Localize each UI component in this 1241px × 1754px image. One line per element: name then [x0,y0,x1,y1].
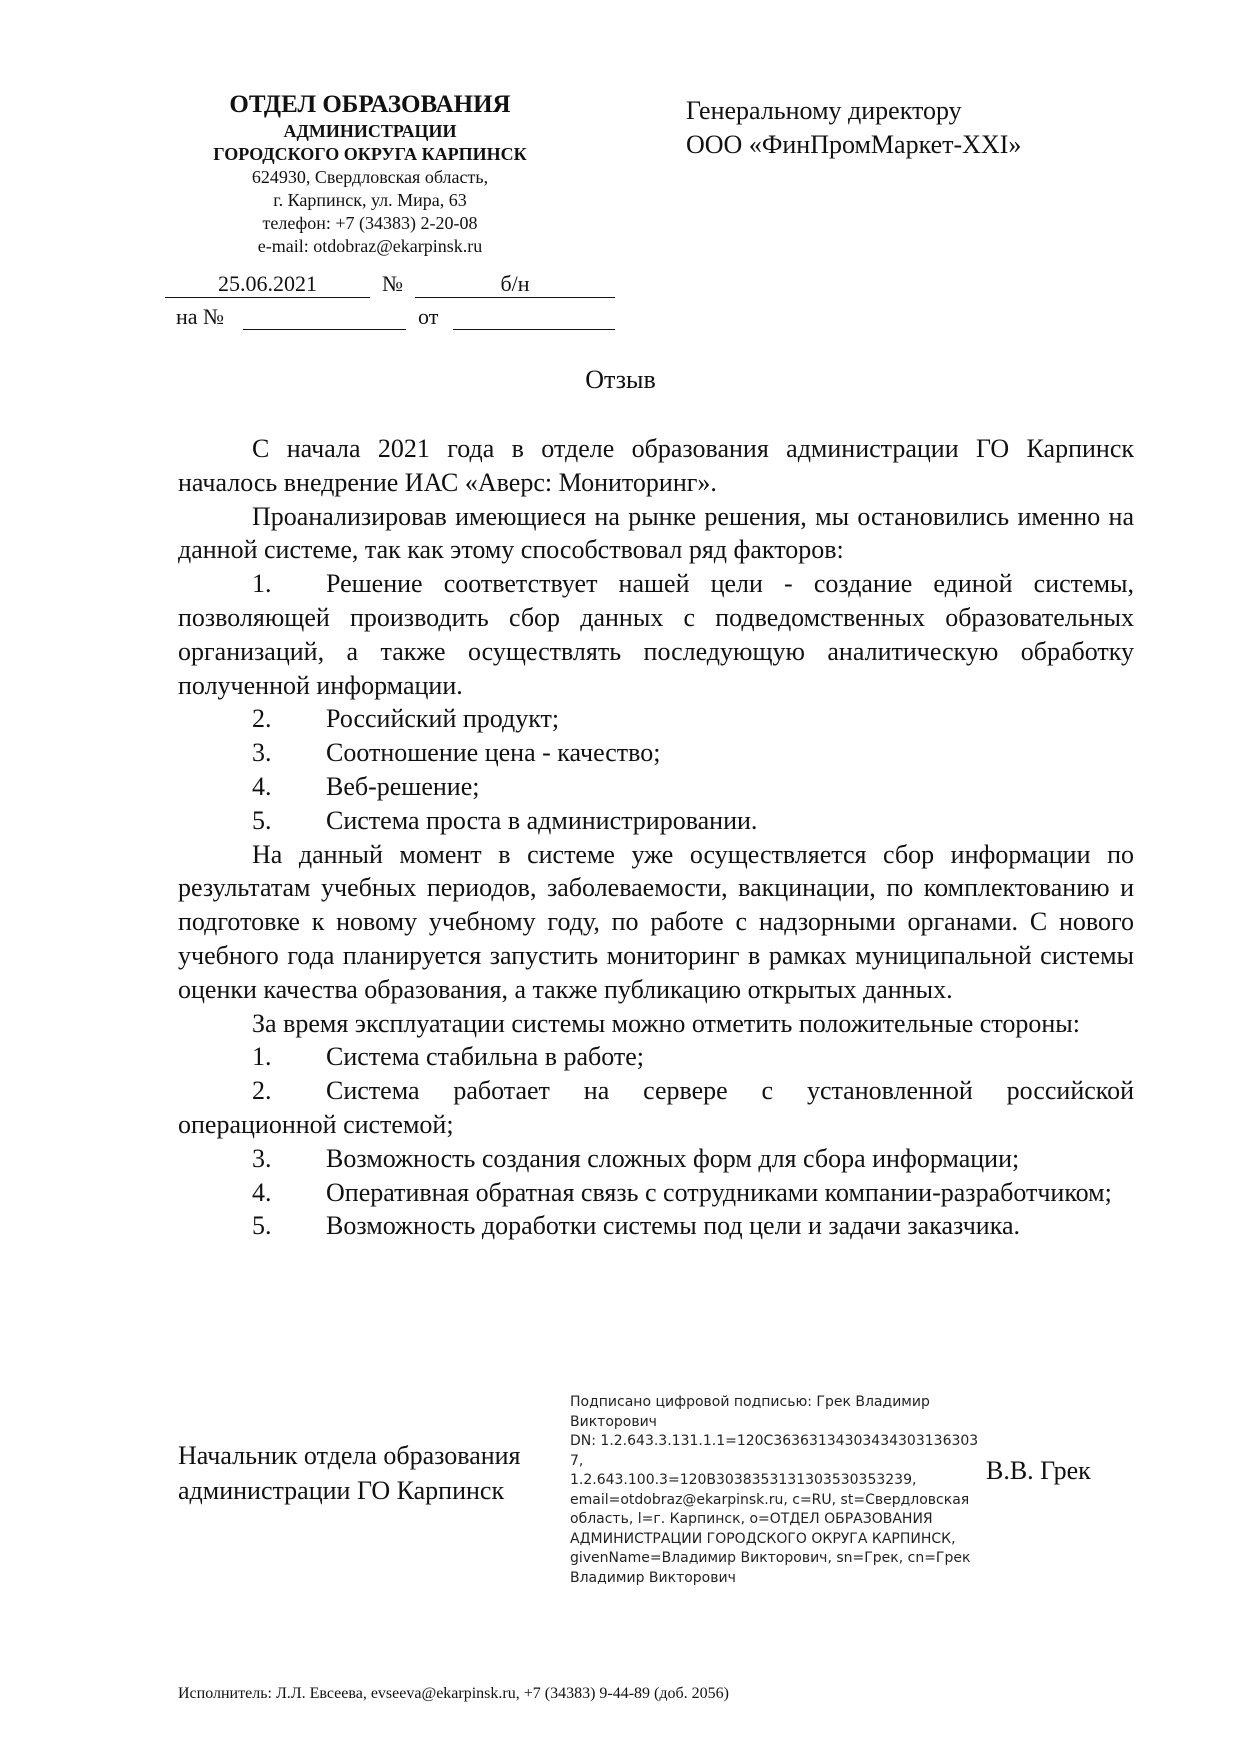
stamp-line: Подписано цифровой подписью: Грек Владимир [570,1394,930,1410]
list1-item [178,736,1134,770]
list2-item [178,1040,1134,1074]
list1-item [178,567,1134,702]
reference-number: б/н [500,271,530,296]
reference-date: 25.06.2021 [218,271,317,296]
list2-item-text: Оперативная обратная связь с сотрудниками компании-разработчиком; [326,1177,1112,1207]
letterhead-address1: 624930, Свердловская область, [251,167,489,187]
stamp-line: АДМИНИСТРАЦИИ ГОРОДСКОГО ОКРУГА КАРПИНСК, [570,1530,956,1547]
addressee [686,94,1021,162]
list1-item-text: Российский продукт; [326,704,560,734]
list1-item-text: Решение соответствует нашей цели - создание единой системы, позволяющей производить сбор данных с подведомственных образовательных организаций, а также осуществлять последующую аналитическую обработку полученной информации. [178,569,1134,700]
list1-item-num: 3. [252,738,272,768]
number-underline [415,297,615,298]
stamp-line: DN: 1.2.643.3.131.1.1=120C36363134303434303136303​7, [570,1433,979,1469]
list1-item-num: 1. [252,569,272,599]
list2-item-num: 5. [252,1211,272,1241]
letterhead-phone: телефон: +7 (34383) 2-20-08 [262,213,478,233]
list2-item-text: Возможность доработки системы под цели и задачи заказчика. [326,1211,1021,1241]
signatory-position-line2: администрации ГО Карпинск [178,1476,505,1505]
list2-item [178,1142,1134,1176]
executor-footer: Исполнитель: Л.Л. Евсеева, evseeva@ekarpinsk.ru, +7 (34383) 9-44-89 (доб. 2056) [178,1685,729,1702]
list2-item [178,1209,1134,1243]
list1-item-text: Система проста в администрировании. [326,805,758,835]
stamp-line: givenName=Владимир Викторович, sn=Грек, cn=Грек [570,1550,971,1566]
list1-item-num: 5. [252,805,272,835]
list1-item-num: 2. [252,704,272,734]
paragraph-3: На данный момент в системе уже осуществляется сбор информации по результатам учебных периодов, заболеваемости, вакцинации, по комплектованию и подготовке к новому учебному году, по работе с надзорными органами. С нового учебного года планируется запустить мониторинг в рамках муниципальной системы оценки качества образования, а также публикацию открытых данных. [178,839,1134,1004]
list2-item-num: 1. [252,1042,272,1072]
document-title: Отзыв [585,365,656,394]
date-underline [165,297,370,298]
list2-item-text: Возможность создания сложных форм для сбора информации; [326,1143,1020,1173]
stamp-line: Викторович [570,1413,657,1430]
stamp-line: область, l=г. Карпинск, o=ОТДЕЛ ОБРАЗОВАНИЯ [570,1511,933,1527]
number-label: № [382,271,403,296]
signatory-position [178,1438,521,1508]
list1-item-text: Веб-решение; [326,771,480,801]
list2-item [178,1074,1134,1142]
list2-item-num: 2. [252,1076,272,1106]
paragraph-2: Проанализировав имеющиеся на рынке решения, мы остановились именно на данной системе, так как этому способствовал ряд факторов: [178,501,1134,565]
list1-item [178,770,1134,804]
list1-item [178,804,1134,838]
letterhead-org: ОТДЕЛ ОБРАЗОВАНИЯ [229,91,511,118]
signatory-position-line1: Начальник отдела образования [178,1441,521,1470]
list1-item-num: 4. [252,771,272,801]
letterhead-email: e-mail: otdobraz@ekarpinsk.ru [257,236,483,256]
letterhead [160,90,580,258]
paragraph-1: С начала 2021 года в отделе образования администрации ГО Карпинск началось внедрение ИАС «Аверс: Мониторинг». [178,434,1134,497]
letterhead-address2: г. Карпинск, ул. Мира, 63 [273,190,467,210]
stamp-line: email=otdobraz@ekarpinsk.ru, c=RU, st=Свердловская [570,1491,970,1508]
list2-item [178,1176,1134,1210]
ref-date-underline [453,329,615,330]
list1-item-text: Соотношение цена - качество; [326,738,661,768]
addressee-line1: Генеральному директору [686,96,962,125]
list2-item-num: 3. [252,1143,272,1173]
letterhead-sub2: ГОРОДСКОГО ОКРУГА КАРПИНСК [213,144,527,164]
ref-number-underline [243,329,406,330]
ref-label: на № [176,304,225,329]
list2-item-num: 4. [252,1177,272,1207]
document-body [178,432,1134,1243]
list2-item-text: Система стабильна в работе; [326,1042,645,1072]
stamp-line: Владимир Викторович [570,1569,736,1586]
stamp-line: 1.2.643.100.3=120B30383531313035303532​39, [570,1472,917,1488]
list2-item-text: Система работает на сервере с установленной российской операционной системой; [178,1076,1134,1139]
addressee-line2: ООО «ФинПромМаркет-XXI» [686,130,1022,159]
paragraph-4: За время эксплуатации системы можно отметить положительные стороны: [252,1008,1080,1038]
signatory-name: В.В. Грек [986,1456,1091,1485]
from-label: от [418,304,439,329]
digital-signature-stamp [570,1393,990,1588]
list1-item [178,702,1134,736]
letterhead-sub1: АДМИНИСТРАЦИИ [283,121,457,141]
